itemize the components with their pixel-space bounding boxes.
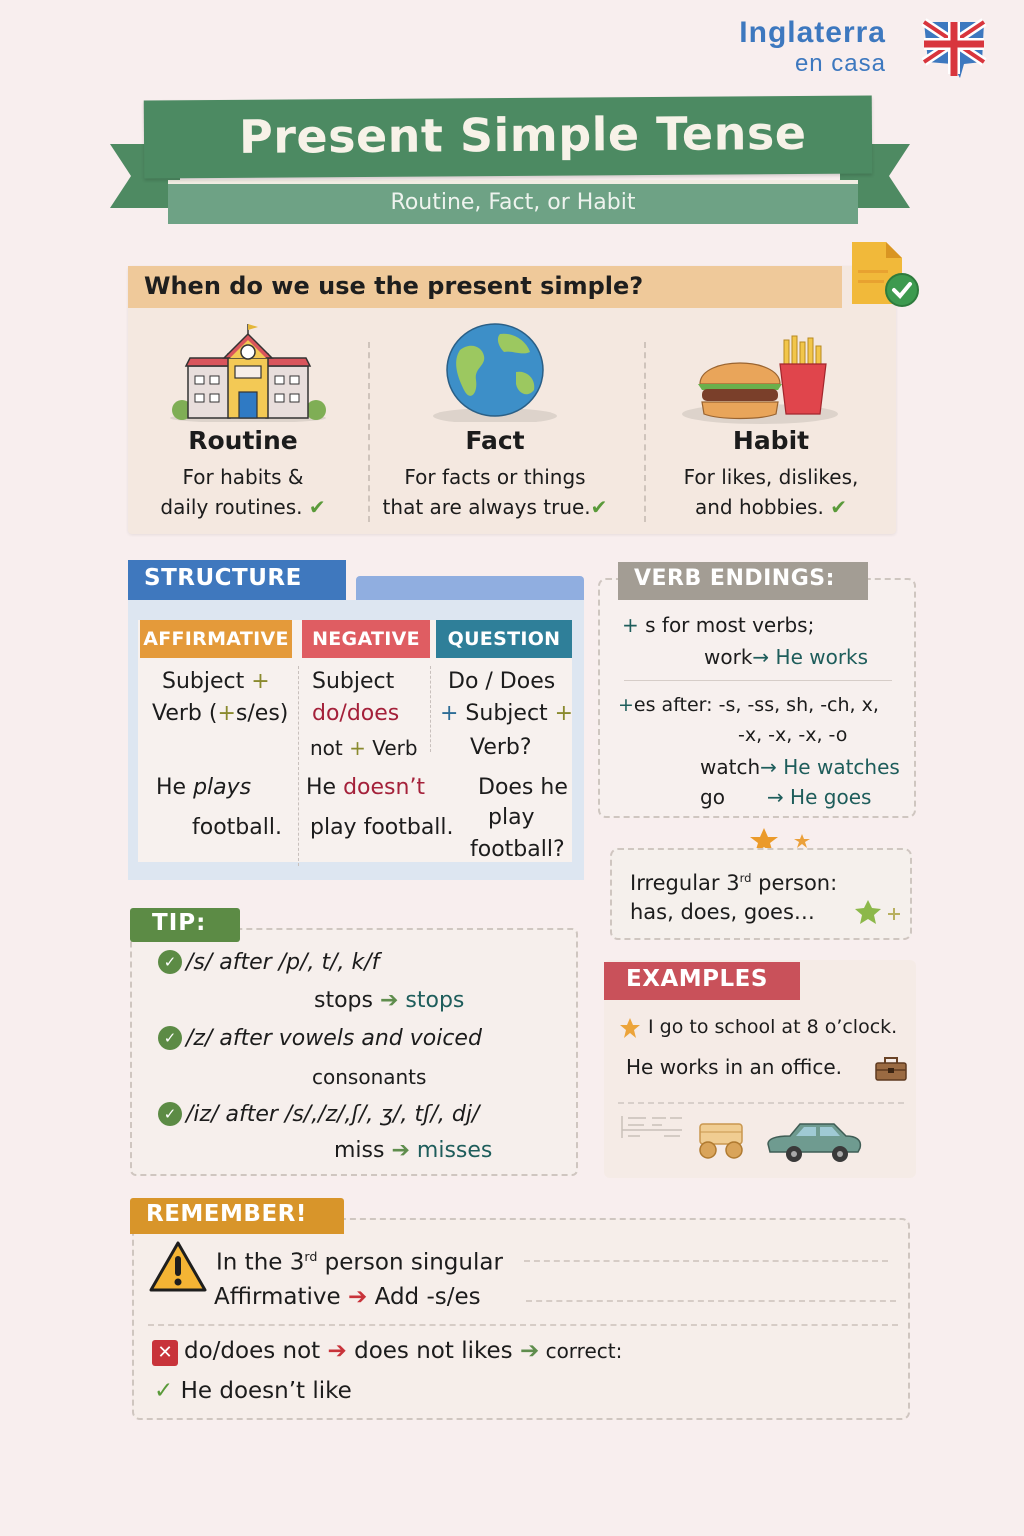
cart-icon (696, 1120, 746, 1160)
fact-desc-line1: For facts or things (404, 465, 586, 489)
page-subtitle: Routine, Fact, or Habit (390, 190, 636, 215)
when-section (128, 266, 896, 534)
check-icon: ✓ (154, 1378, 174, 1404)
check-icon: ✔ (308, 495, 326, 519)
verb-rule1 (622, 610, 814, 640)
uk-flag-speech-bubble-icon (920, 18, 988, 80)
car-icon (764, 1118, 864, 1164)
plus-icon: + (217, 701, 236, 726)
divider (430, 666, 431, 752)
affirmative-verb: Verb ( (152, 701, 218, 726)
arrow-right-icon: ➔ (327, 1338, 347, 1364)
question-rule-line2 (440, 698, 573, 730)
verb-example3-base: go (700, 785, 725, 809)
arrow-right-icon: → (752, 645, 770, 669)
affirmative-example-verb: plays (193, 775, 252, 800)
star-icon (618, 1016, 642, 1040)
plus-icon: + (251, 669, 270, 694)
affirmative-rule-line1 (162, 666, 270, 698)
divider (624, 680, 892, 681)
fact-desc-line2-text: that are always true. (382, 495, 591, 519)
verb-rule1-text: s for most verbs; (638, 613, 815, 637)
page-title: Present Simple Tense (238, 105, 807, 164)
arrow-right-icon: ➔ (519, 1338, 540, 1364)
verb-rule2-cont: -x, -x, -x, -o (738, 724, 848, 746)
check-circle-icon: ✓ (158, 950, 182, 974)
tip-section (130, 910, 578, 1176)
tip-item-2-cont: consonants (312, 1065, 427, 1089)
divider (524, 1260, 888, 1262)
tip-item-2-rule: /z/ after vowels and voiced (186, 1026, 482, 1051)
verb-endings-tab (618, 562, 868, 600)
arrow-right-icon: ➔ (379, 988, 399, 1013)
fact-desc-line2 (370, 492, 620, 522)
tip-example-base: stops (314, 988, 373, 1013)
affirmative-example-subject: He (156, 775, 194, 800)
superscript: rd (304, 1249, 318, 1264)
when-col-routine (118, 314, 368, 524)
routine-title: Routine (188, 426, 298, 455)
examples-tab (604, 962, 800, 1000)
remember-line3-c: correct: (539, 1339, 623, 1363)
question-example-line2: play (488, 805, 535, 830)
check-circle-icon: ✓ (158, 1026, 182, 1050)
verb-example3 (700, 782, 871, 812)
title-banner (110, 92, 910, 232)
negative-rule-line2: do/does (312, 701, 400, 726)
tip-example-result: misses (416, 1138, 493, 1163)
irregular-line1 (630, 862, 837, 899)
question-example-line3: football? (470, 837, 565, 862)
structure-tab (128, 560, 346, 600)
tip-tab (130, 908, 240, 942)
routine-desc (118, 462, 368, 522)
tip-item-3-example (334, 1134, 492, 1168)
structure-bar (356, 576, 584, 602)
remember-line3 (152, 1334, 622, 1368)
remember-tab (130, 1198, 344, 1234)
tip-example-result: stops (405, 988, 465, 1013)
when-col-fact (370, 314, 620, 524)
divider (298, 666, 299, 866)
routine-desc-line2-text: daily routines. (160, 495, 303, 519)
examples-section (604, 960, 916, 1178)
habit-desc-line1: For likes, dislikes, (683, 465, 859, 489)
school-building-icon (168, 322, 328, 422)
remember-line3-b: does not likes (346, 1338, 520, 1364)
verb-example2-base: watch (700, 755, 761, 779)
affirmative-example-line1 (156, 772, 251, 804)
briefcase-icon (874, 1056, 908, 1082)
question-header: QUESTION (436, 620, 572, 658)
remember-line1 (216, 1240, 503, 1280)
irregular-line2: has, does, goes… (630, 900, 815, 924)
negative-verb: Verb (365, 736, 418, 760)
plus-icon: + (622, 613, 639, 637)
verb-example2 (700, 752, 900, 782)
habit-desc-line2-text: and hobbies. (694, 495, 824, 519)
plus-icon: + (349, 736, 366, 760)
negative-not: not (310, 736, 350, 760)
verb-rule2 (618, 690, 879, 720)
when-header (128, 266, 842, 308)
burger-fries-icon (680, 332, 840, 426)
tip-title: TIP: (152, 910, 207, 936)
plus-icon: + (554, 701, 574, 726)
negative-example-aux: doesn’t (343, 775, 426, 800)
check-icon: ✔ (590, 495, 608, 519)
tip-item-1-rule: /s/ after /p/, t/, k/f (186, 950, 380, 975)
remember-line2 (214, 1280, 481, 1314)
example-sentence-1: I go to school at 8 o’clock. (648, 1016, 898, 1038)
divider (148, 1324, 898, 1326)
tip-item-1 (158, 946, 379, 980)
arrow-right-icon: ➔ (391, 1138, 410, 1163)
plus-icon: + (440, 701, 459, 726)
document-check-icon (846, 240, 922, 308)
tip-item-1-example (314, 984, 464, 1018)
verb-rule2-text: es after: -s, -ss, sh, -ch, x, (633, 694, 879, 716)
question-rule-line3: Verb? (470, 735, 532, 760)
verb-example1-result: He works (769, 645, 869, 669)
affirmative-subject: Subject (162, 669, 245, 694)
remember-line1-a: In the 3 (216, 1249, 305, 1276)
structure-title: STRUCTURE (144, 565, 302, 591)
remember-line4 (154, 1374, 352, 1408)
title-band (144, 95, 873, 178)
fact-desc (370, 462, 620, 522)
tip-example-base: miss (334, 1138, 385, 1163)
question-rule-line1: Do / Does (448, 669, 556, 694)
question-example-line1: Does he (478, 775, 568, 800)
superscript: rd (739, 871, 752, 885)
tip-item-3-rule: /iz/ after /s/,/z/,ʃ/, ʒ/, tʃ/, dj/ (186, 1102, 480, 1127)
verb-example1 (704, 642, 868, 672)
remember-line1-b: person singular (317, 1249, 503, 1276)
remember-line3-a: do/does not (184, 1338, 328, 1364)
negative-header: NEGATIVE (302, 620, 430, 658)
negative-rule-line1: Subject (312, 669, 395, 694)
negative-example-line2: play football. (310, 815, 454, 840)
x-box-icon: ✕ (152, 1340, 178, 1366)
when-title: When do we use the present simple? (144, 272, 644, 300)
habit-desc (646, 462, 896, 522)
negative-example-line1 (306, 772, 425, 804)
green-star-icon (846, 898, 902, 926)
logo-name-line2: en casa (794, 50, 886, 77)
verb-example1-base: work (704, 645, 753, 669)
remember-line2-a: Affirmative (214, 1284, 349, 1310)
habit-desc-line2 (646, 492, 896, 522)
affirmative-example-line2: football. (192, 815, 282, 840)
verb-endings-section (598, 566, 916, 818)
negative-rule-line3 (310, 732, 418, 764)
irregular-line1-b: person: (751, 871, 838, 895)
globe-icon (430, 322, 560, 422)
irregular-line1-a: Irregular 3 (630, 871, 740, 895)
subtitle-band (168, 180, 858, 224)
examples-title: EXAMPLES (626, 966, 768, 992)
arrow-right-icon: → (766, 785, 784, 809)
structure-section (128, 560, 586, 880)
when-col-habit (646, 314, 896, 524)
question-subject: Subject (458, 701, 555, 726)
routine-desc-line2 (118, 492, 368, 522)
habit-title: Habit (732, 426, 810, 455)
fact-title: Fact (465, 426, 525, 455)
remember-title: REMEMBER! (146, 1201, 307, 1227)
check-circle-icon: ✓ (158, 1102, 182, 1126)
remember-line2-b: Add -s/es (367, 1284, 481, 1310)
divider (618, 1102, 904, 1104)
remember-line4-text: He doesn’t like (180, 1378, 352, 1404)
check-icon: ✔ (830, 495, 848, 519)
affirmative-header: AFFIRMATIVE (140, 620, 292, 658)
example-sentence-2: He works in an office. (626, 1055, 842, 1079)
arrow-right-icon: ➔ (348, 1284, 368, 1310)
verb-example3-result: He goes (783, 785, 872, 809)
logo-name-line1: Inglaterra (739, 16, 886, 49)
plus-icon: + (618, 694, 634, 716)
routine-desc-line1: For habits & (182, 465, 304, 489)
tip-item-2 (158, 1022, 482, 1056)
irregular-section (610, 848, 912, 940)
affirmative-rule-line2 (152, 698, 288, 730)
tip-item-3 (158, 1098, 479, 1132)
verb-example2-result: He watches (776, 755, 900, 779)
logo (739, 14, 998, 84)
negative-example-subject: He (306, 775, 344, 800)
timetable-icon (620, 1112, 686, 1142)
verb-endings-title: VERB ENDINGS: (634, 566, 835, 591)
remember-section (132, 1201, 910, 1420)
divider (526, 1300, 896, 1302)
warning-icon (148, 1240, 208, 1294)
affirmative-ending: s/es) (235, 701, 289, 726)
arrow-right-icon: → (760, 755, 777, 779)
